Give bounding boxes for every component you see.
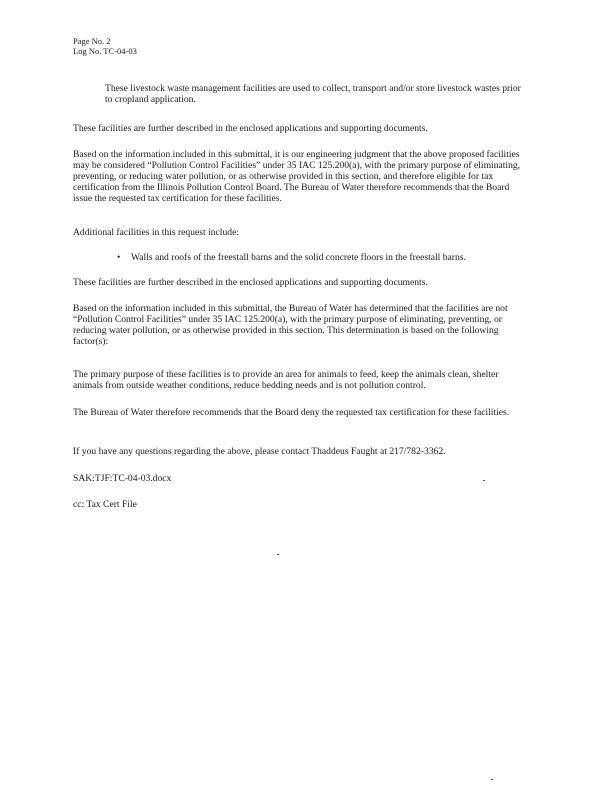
paragraph-described-1: These facilities are further described in the enclosed applications and supporting documents. (73, 123, 428, 134)
paragraph-not-pollution-control: Based on the information included in this submittal, the Bureau of Water has determined that the facilities are not “Pollution Control Facilities” under 35 IAC 125.200(a), with the primary purpose of eliminating, preventing, or reducing water pollution, or as otherwise provided in this section. This determination is based on the following factor(s): (73, 303, 508, 347)
paragraph-primary-purpose: The primary purpose of these facilities is to provide an area for animals to feed, keep the animals clean, shelter animals from outside weather conditions, reduce bedding needs and is not pollution control. (73, 369, 499, 391)
paragraph-additional-facilities: Additional facilities in this request include: (73, 227, 239, 238)
cc-line: cc: Tax Cert File (73, 499, 137, 510)
paragraph-recommend-deny: The Bureau of Water therefore recommends that the Board deny the requested tax certification for these facilities. (73, 407, 510, 418)
reference-initials: SAK:TJF:TC-04-03.docx (73, 473, 172, 484)
bullet-list-item (117, 252, 537, 263)
bullet-text: Walls and roofs of the freestall barns and the solid concrete floors in the freestall barns. (131, 252, 466, 263)
page-header (73, 36, 137, 56)
scan-speck (491, 779, 493, 780)
paragraph-contact: If you have any questions regarding the above, please contact Thaddeus Faught at 217/782-3362. (73, 446, 446, 457)
log-number: Log No. TC-04-03 (73, 46, 137, 56)
paragraph-livestock-waste: These livestock waste management facilities are used to collect, transport and/or store livestock wastes prior to cropland application. (105, 83, 521, 105)
paragraph-engineering-judgment: Based on the information included in this submittal, it is our engineering judgment that the above proposed facilities may be considered “Pollution Control Facilities” under 35 IAC 125.200(a), with the primary purpose of eliminating, preventing, or reducing water pollution, or as otherwise provided in this section, and therefore eligible for tax certification from the Illinois Pollution Control Board. The Bureau of Water therefore recommends that the Board issue the requested tax certification for these facilities. (73, 149, 521, 204)
paragraph-described-2: These facilities are further described in the enclosed applications and supporting documents. (73, 277, 428, 288)
bullet-symbol: • (117, 252, 121, 263)
page-number: Page No. 2 (73, 36, 111, 46)
scan-speck (483, 480, 485, 481)
scan-speck (277, 554, 279, 555)
